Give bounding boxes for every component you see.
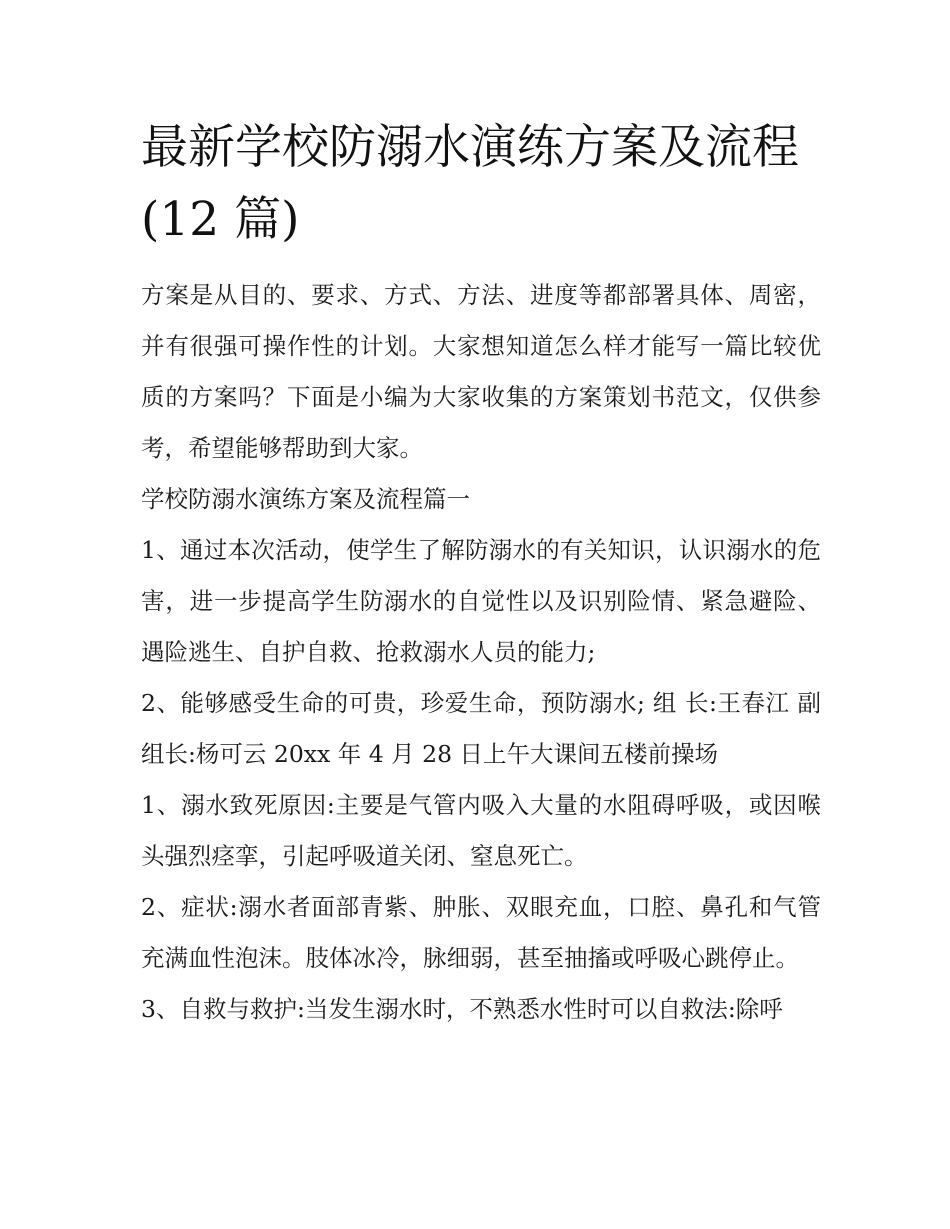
knowledge-paragraph-1: 1、溺水致死原因:主要是气管内吸入大量的水阻碍呼吸，或因喉头强烈痉挛，引起呼吸道关闭、窒息死亡。 [141, 791, 821, 870]
document-title: 最新学校防溺水演练方案及流程(12 篇) [141, 120, 799, 247]
knowledge-paragraph-3: 3、自救与救护:当发生溺水时，不熟悉水性时可以自救法:除呼 [141, 995, 783, 1023]
document-body [141, 270, 821, 1035]
section-heading: 学校防溺水演练方案及流程篇一 [141, 485, 470, 513]
intro-paragraph: 方案是从目的、要求、方式、方法、进度等都部署具体、周密，并有很强可操作性的计划。大家想知道怎么样才能写一篇比较优质的方案吗？下面是小编为大家收集的方案策划书范文，仅供参考，希望能够帮助到大家。 [141, 281, 821, 462]
document-content [141, 112, 821, 1035]
goal-paragraph-1: 1、通过本次活动，使学生了解防溺水的有关知识，认识溺水的危害，进一步提高学生防溺水的自觉性以及识别险情、紧急避险、遇险逃生、自护自救、抢救溺水人员的能力; [141, 536, 821, 666]
knowledge-paragraph-2: 2、症状:溺水者面部青紫、肿胀、双眼充血，口腔、鼻孔和气管充满血性泡沫。肢体冰冷，脉细弱，甚至抽搐或呼吸心跳停止。 [141, 893, 821, 972]
goal-paragraph-2: 2、能够感受生命的可贵，珍爱生命，预防溺水; 组 长:王春江 副组长:杨可云 20xx 年 4 月 28 日上午大课间五楼前操场 [141, 689, 821, 768]
